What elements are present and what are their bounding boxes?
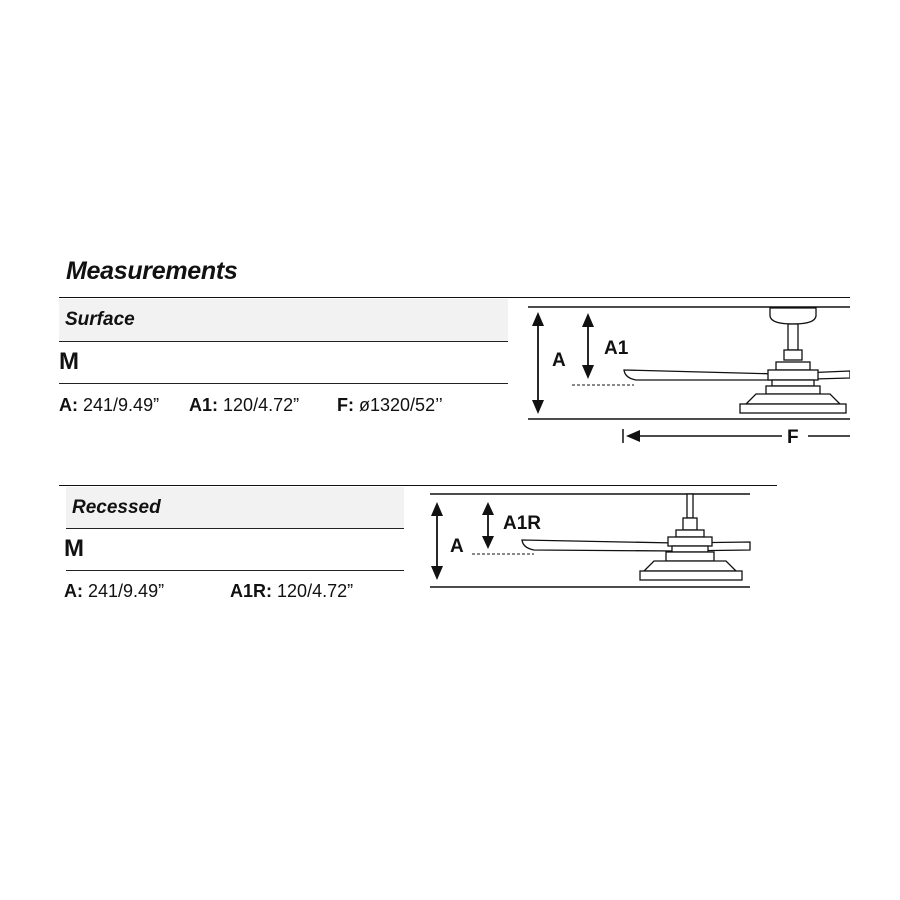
surface-spec-f-value: ø1320/52’’ <box>359 395 443 415</box>
arrow-up-icon <box>532 312 544 326</box>
surface-spec-a1-label: A1: <box>189 395 219 415</box>
recessed-heading-rule <box>66 528 404 529</box>
surface-dimension-a-label: A <box>552 350 566 371</box>
recessed-light-base <box>640 571 742 580</box>
recessed-dimension-a-label: A <box>450 536 464 557</box>
recessed-spec-a1r <box>230 581 353 602</box>
arrow-up-icon <box>482 502 494 515</box>
recessed-model-label: M <box>64 535 84 562</box>
surface-model-rule <box>59 383 508 384</box>
surface-heading-rule <box>59 341 508 342</box>
recessed-fan-blade <box>522 540 750 551</box>
arrow-up-icon <box>582 313 594 327</box>
arrow-down-icon <box>532 400 544 414</box>
recessed-downrod <box>687 494 693 518</box>
recessed-fan-diagram <box>428 488 758 592</box>
surface-spec-a1-value: 120/4.72” <box>223 395 300 415</box>
arrow-down-icon <box>482 536 494 549</box>
recessed-motor-top <box>676 530 704 537</box>
surface-motor-ring <box>768 370 818 380</box>
recessed-motor-band <box>666 552 714 561</box>
surface-coupler <box>784 350 802 360</box>
surface-motor-band <box>766 386 820 394</box>
surface-downrod <box>788 324 798 350</box>
recessed-model-rule <box>66 570 404 571</box>
surface-light-base <box>740 404 846 413</box>
recessed-motor-ring <box>668 537 712 546</box>
recessed-coupler <box>683 518 697 530</box>
recessed-spec-a1r-label: A1R: <box>230 581 273 601</box>
recessed-light-dome <box>644 561 736 571</box>
recessed-heading-label: Recessed <box>72 496 161 518</box>
arrow-down-icon <box>431 566 443 580</box>
surface-motor-top <box>776 362 810 370</box>
surface-dimension-a1-label: A1 <box>604 338 629 359</box>
surface-canopy <box>770 308 816 324</box>
surface-section-heading <box>59 299 508 341</box>
surface-spec-a <box>59 395 159 416</box>
surface-motor-mid <box>772 380 814 386</box>
recessed-spec-a1r-value: 120/4.72” <box>277 581 354 601</box>
surface-spec-f-label: F: <box>337 395 354 415</box>
recessed-dimension-a1r-label: A1R <box>503 513 542 534</box>
recessed-motor-mid <box>672 546 708 552</box>
surface-spec-a1 <box>189 395 299 416</box>
recessed-spec-a <box>64 581 164 602</box>
surface-spec-a-label: A: <box>59 395 78 415</box>
surface-spec-f <box>337 395 443 416</box>
arrow-up-icon <box>431 502 443 516</box>
recessed-spec-a-value: 241/9.49” <box>88 581 165 601</box>
recessed-spec-a-label: A: <box>64 581 83 601</box>
arrow-left-icon <box>626 430 640 442</box>
surface-fan-diagram <box>528 298 850 448</box>
surface-model-label: M <box>59 348 79 375</box>
arrow-down-icon <box>582 365 594 379</box>
recessed-section-heading <box>66 487 404 528</box>
page-title: Measurements <box>66 257 238 285</box>
recessed-top-rule <box>59 485 777 486</box>
surface-dimension-f-label: F <box>787 427 799 448</box>
surface-light-dome <box>746 394 840 404</box>
surface-spec-a-value: 241/9.49” <box>83 395 160 415</box>
surface-heading-label: Surface <box>65 309 135 330</box>
